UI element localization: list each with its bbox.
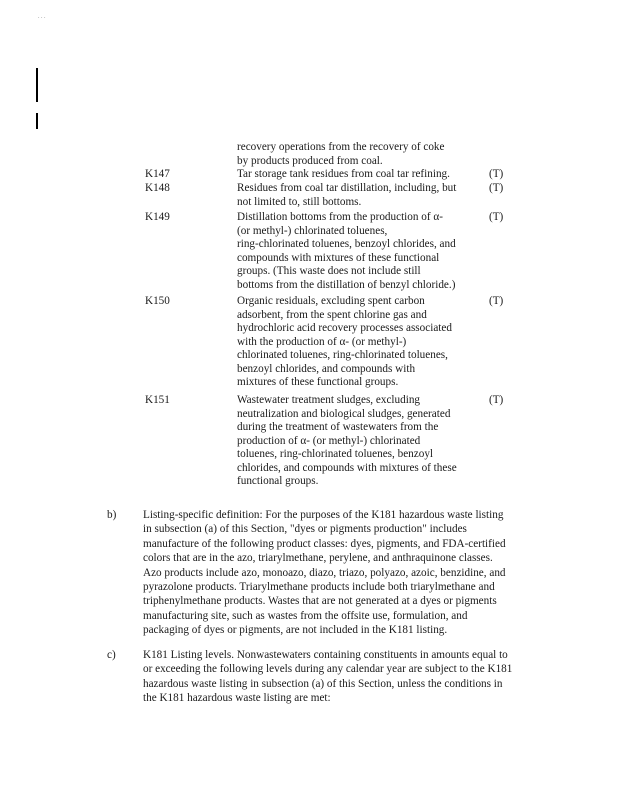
- paragraph-line: K181 Listing levels. Nonwastewaters containing constituents in amounts equal to: [143, 649, 508, 661]
- revision-bar-bottom: [36, 113, 38, 129]
- description-line: Organic residuals, excluding spent carbon: [237, 295, 425, 307]
- description-line: functional groups.: [237, 475, 319, 487]
- description-line: ring-chlorinated toluenes, benzoyl chlorides, and: [237, 238, 456, 250]
- paragraph-text: [143, 508, 543, 638]
- waste-code: K148: [145, 182, 170, 194]
- description-line: production of α- (or methyl-) chlorinated: [237, 434, 421, 447]
- hazard-code: (T): [489, 211, 504, 223]
- description-line: groups. (This waste does not include still: [237, 265, 421, 277]
- description-line: chlorides, and compounds with mixtures of these: [237, 461, 457, 474]
- description-line: chlorinated toluenes, ring-chlorinated toluenes,: [237, 349, 448, 361]
- waste-description: [237, 295, 473, 390]
- revision-bar-top: [36, 68, 38, 102]
- paragraph-line: the K181 hazardous waste listing are met:: [143, 692, 331, 705]
- corner-dots: . . .: [38, 14, 46, 20]
- description-line: with the production of α- (or methyl-): [237, 335, 407, 348]
- description-line: bottoms from the distillation of benzyl chloride.): [237, 278, 456, 291]
- hazard-code: (T): [489, 182, 504, 194]
- paragraph-line: pyrazolone products. Triarylmethane products include both triarylmethane and: [143, 581, 495, 594]
- waste-code: K150: [145, 295, 170, 307]
- description-line: Distillation bottoms from the production of α-: [237, 211, 443, 223]
- waste-description: [237, 394, 473, 489]
- paragraph-line: Listing-specific definition: For the purposes of the K181 hazardous waste listing: [143, 509, 504, 521]
- waste-code: K151: [145, 394, 170, 406]
- paragraph-line: manufacturing site, such as wastes from the offsite use, formulation, and: [143, 609, 468, 622]
- paragraph-line: colors that are in the azo, triarylmethane, perylene, and anthraquinone classes.: [143, 552, 493, 565]
- paragraph-line: manufacture of the following product classes: dyes, pigments, and FDA-certified: [143, 537, 506, 550]
- description-line: Tar storage tank residues from coal tar refining.: [237, 168, 450, 180]
- paragraph-line: Azo products include azo, monoazo, diazo, triazo, polyazo, azoic, benzidine, and: [143, 566, 506, 579]
- paragraph-text: [143, 648, 543, 706]
- description-line: by products produced from coal.: [237, 154, 383, 167]
- continuation-description: [237, 141, 473, 168]
- paragraph-line: hazardous waste listing in subsection (a) of this Section, unless the conditions in: [143, 677, 503, 690]
- description-line: neutralization and biological sludges, generated: [237, 407, 451, 420]
- description-line: mixtures of these functional groups.: [237, 376, 399, 388]
- description-line: Wastewater treatment sludges, excluding: [237, 394, 421, 406]
- description-line: benzoyl chlorides, and compounds with: [237, 362, 416, 375]
- paragraph-line: packaging of dyes or pigments, are not included in the K181 listing.: [143, 624, 448, 637]
- paragraph-line: triphenylmethane products. Wastes that are not generated at a dyes or pigments: [143, 595, 497, 608]
- description-line: toluenes, ring-chlorinated toluenes, benzoyl: [237, 448, 434, 460]
- description-line: compounds with mixtures of these functional: [237, 251, 440, 264]
- description-line: (or methyl-) chlorinated toluenes,: [237, 224, 388, 237]
- description-line: recovery operations from the recovery of coke: [237, 141, 445, 153]
- paragraph-line: in subsection (a) of this Section, "dyes or pigments production" includes: [143, 523, 467, 536]
- waste-description: [237, 211, 473, 292]
- paragraph-line: or exceeding the following levels during any calendar year are subject to the K181: [143, 663, 513, 676]
- description-line: not limited to, still bottoms.: [237, 195, 362, 208]
- waste-description: [237, 182, 473, 209]
- description-line: adsorbent, from the spent chlorine gas and: [237, 308, 427, 321]
- paragraph-label: b): [107, 509, 117, 521]
- waste-code: K149: [145, 211, 170, 223]
- description-line: Residues from coal tar distillation, including, but: [237, 182, 457, 194]
- hazard-code: (T): [489, 168, 504, 180]
- description-line: during the treatment of wastewaters from the: [237, 421, 439, 433]
- hazard-code: (T): [489, 394, 504, 406]
- waste-description: [237, 168, 473, 182]
- hazard-code: (T): [489, 295, 504, 307]
- waste-code: K147: [145, 168, 170, 180]
- paragraph-label: c): [107, 649, 116, 661]
- description-line: hydrochloric acid recovery processes associated: [237, 322, 452, 334]
